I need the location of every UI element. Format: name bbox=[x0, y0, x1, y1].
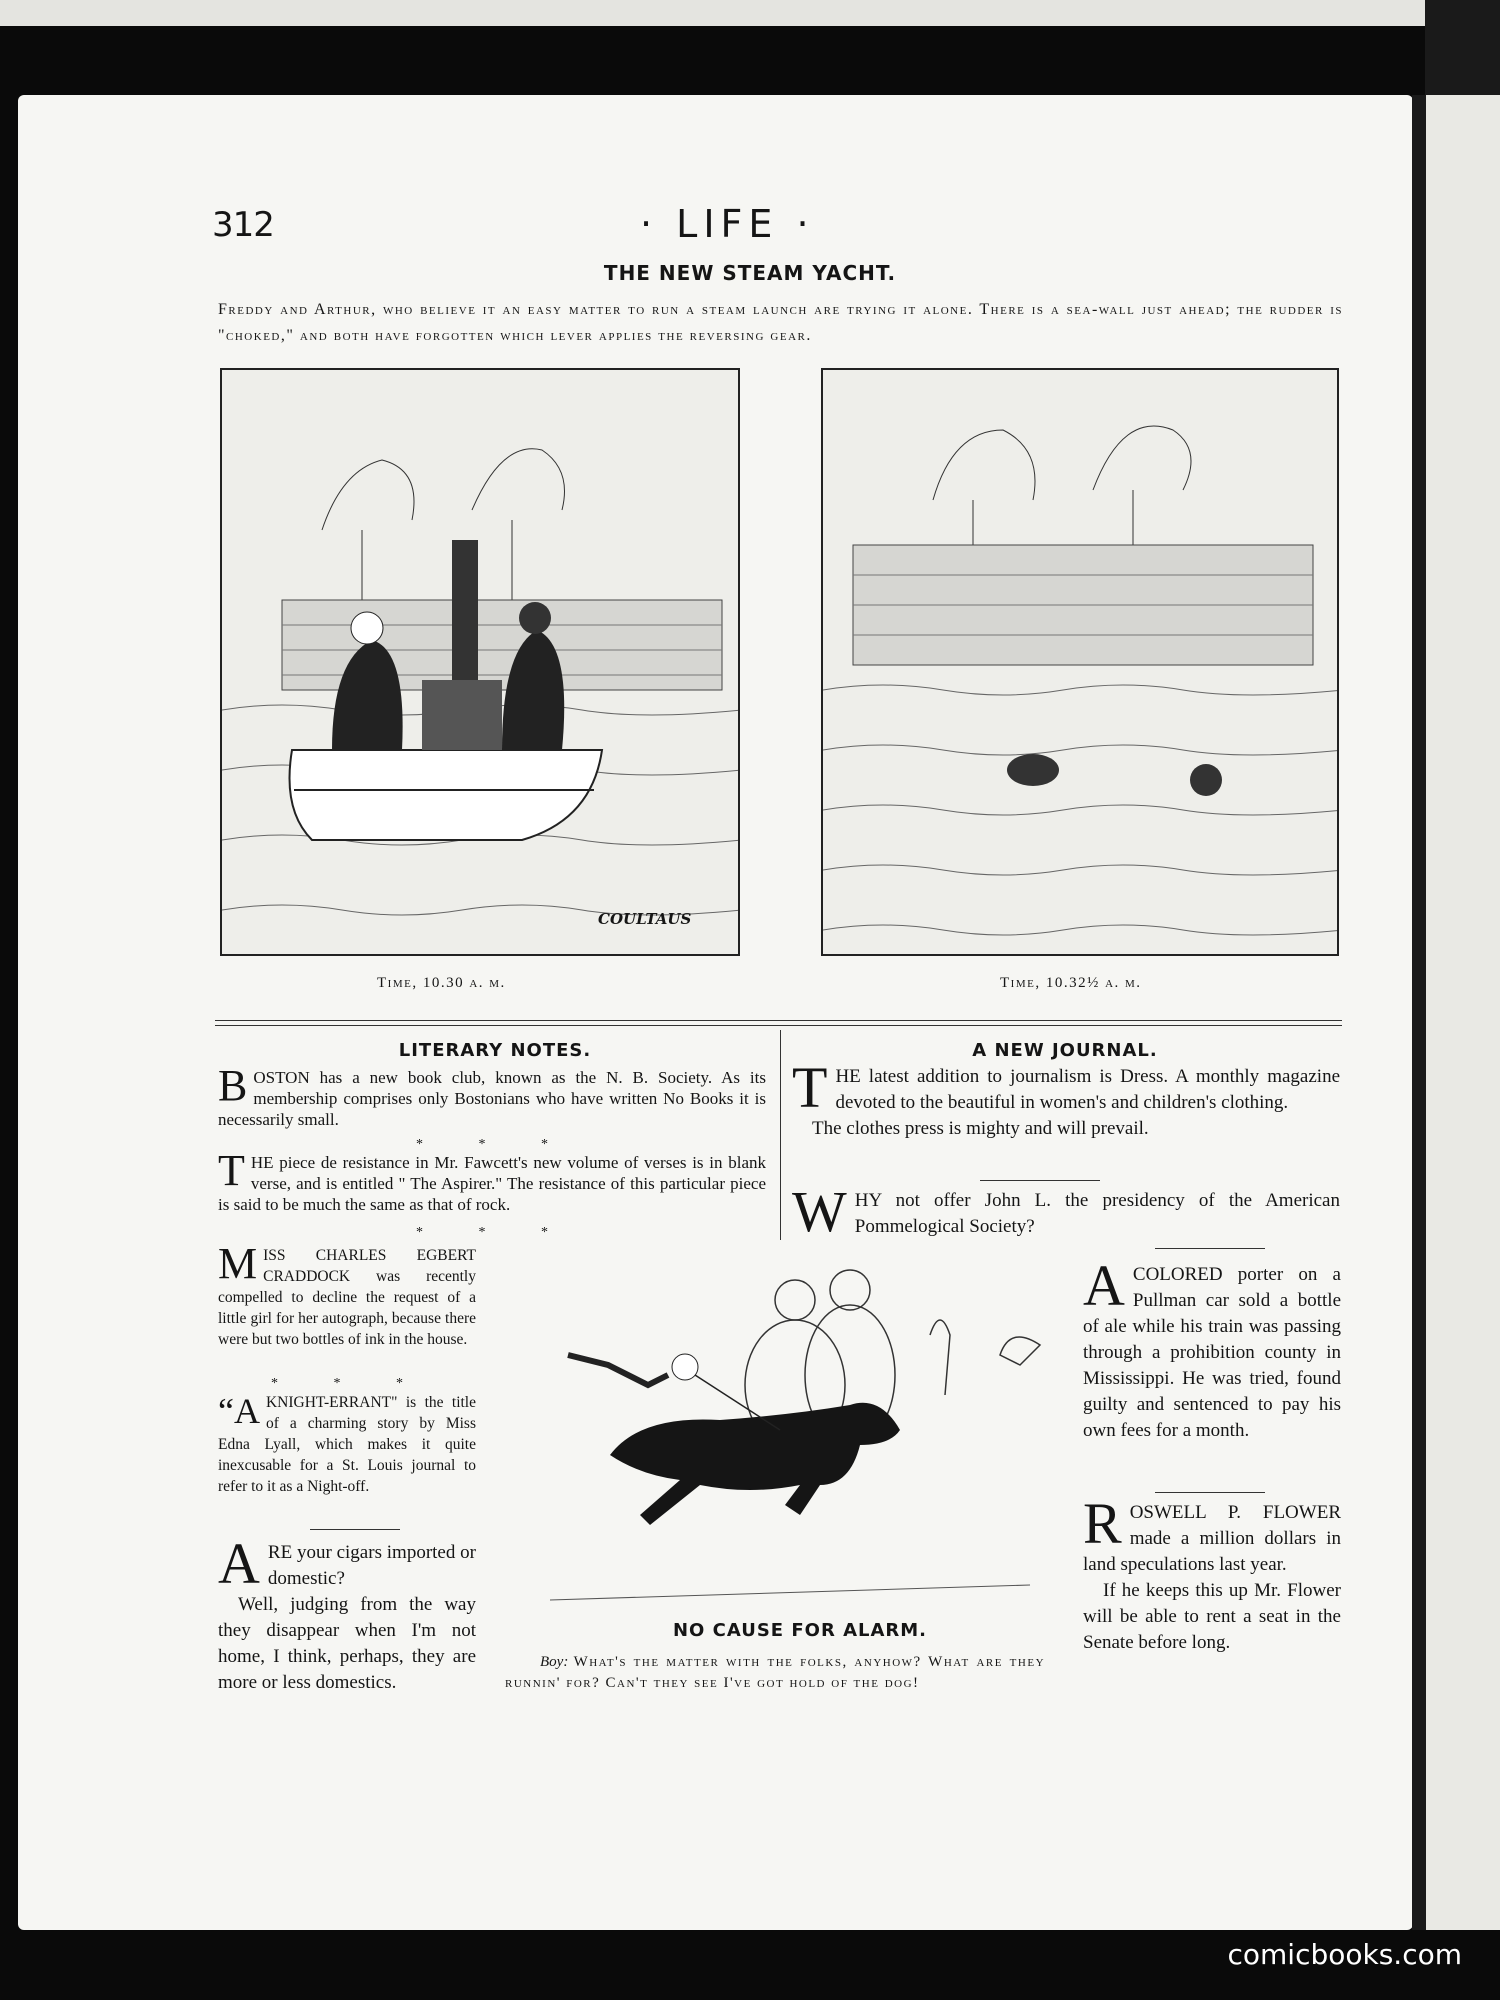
masthead: · LIFE · bbox=[640, 202, 815, 246]
no-cause-for-alarm-caption: Boy: What's the matter with the folks, anyhow? What are they runnin' for? Can't they see I've got hold of the dog! bbox=[505, 1654, 1046, 1691]
short-rule bbox=[1155, 1492, 1265, 1493]
watermark: comicbooks.com bbox=[1227, 1938, 1462, 1971]
column-rule bbox=[780, 1030, 781, 1240]
scan-background bbox=[1425, 0, 1500, 110]
yacht-title: THE NEW STEAM YACHT. bbox=[603, 261, 897, 285]
new-journal-text: T HE latest addition to journalism is Dress. A monthly magazine devoted to the beautiful in women's and children's clothing. The clothes press is mighty and will prevail. bbox=[792, 1055, 1340, 1139]
roswell-flower-note: R OSWELL P. FLOWER made a million dollars in land speculations last year. If he keeps this up Mr. Flower will be able to rent a seat in the Senate before long. bbox=[1083, 1491, 1341, 1653]
yacht-panel-1-time: Time, 10.30 a. m. bbox=[377, 975, 506, 991]
yacht-panel-2-illustration bbox=[821, 368, 1339, 956]
dropcap: W bbox=[792, 1179, 847, 1244]
speaker-label: Boy: bbox=[540, 1654, 569, 1670]
cigars-joke: A RE your cigars imported or domestic? Well, judging from the way they disappear when I'm not home, I think, perhaps, they are more or less domestics. bbox=[218, 1531, 476, 1693]
dropcap: T bbox=[218, 1146, 245, 1195]
yacht-panel-2-time: Time, 10.32½ a. m. bbox=[1000, 975, 1142, 991]
section-stars: * * * bbox=[416, 1225, 574, 1240]
new-journal-heading: A NEW JOURNAL. bbox=[972, 1040, 1158, 1061]
short-rule bbox=[1155, 1248, 1265, 1249]
no-cause-for-alarm-heading: NO CAUSE FOR ALARM. bbox=[672, 1620, 928, 1641]
dropcap: A bbox=[218, 1531, 260, 1596]
dog-cartoon-illustration bbox=[550, 1255, 1050, 1605]
literary-notes-heading: LITERARY NOTES. bbox=[398, 1040, 592, 1061]
dropcap: M bbox=[218, 1239, 258, 1288]
next-page-edge bbox=[1412, 95, 1500, 1930]
dropcap: T bbox=[792, 1055, 828, 1120]
previous-page-edge bbox=[0, 0, 1500, 26]
dropcap: A bbox=[1083, 1253, 1125, 1318]
dropcap: “A bbox=[218, 1391, 260, 1431]
short-rule bbox=[980, 1180, 1100, 1181]
dropcap: B bbox=[218, 1061, 248, 1110]
why-joke: W HY not offer John L. the presidency of the American Pommelogical Society? bbox=[792, 1179, 1340, 1244]
page-number: 312 bbox=[212, 205, 274, 245]
boston-note: B OSTON has a new book club, known as the N. B. Society. As its membership comprises only Bostonians who have written No Books it is necessarily small. bbox=[218, 1061, 766, 1129]
pullman-porter-note: A COLORED porter on a Pullman car sold a bottle of ale while his train was passing through a prohibition county in Mississippi. He was tried, found guilty and sentenced to pay his own fees for a month. bbox=[1083, 1253, 1341, 1441]
fawcett-note: T HE piece de resistance in Mr. Fawcett's new volume of verses is in blank verse, and is entitled " The Aspirer." The resistance of this particular piece is said to be much the same as that of rock. bbox=[218, 1146, 766, 1214]
section-divider bbox=[215, 1025, 1342, 1026]
craddock-note: M ISS CHARLES EGBERT CRADDOCK was recently compelled to decline the request of a little girl for her autograph, because there were but two bottles of ink in the house. bbox=[218, 1239, 476, 1348]
yacht-caption: Freddy and Arthur, who believe it an easy matter to run a steam launch are trying it alone. There is a sea-wall just ahead; the rudder is "choked," and both have forgotten which lever applies the reversing gear. bbox=[218, 301, 1343, 344]
artist-signature: COULTAUS bbox=[598, 910, 692, 928]
knight-errant-note: “A KNIGHT-ERRANT" is the title of a charming story by Miss Edna Lyall, which makes it quite inexcusable for a St. Louis journal to refer to it as a Night-off. bbox=[218, 1391, 476, 1495]
short-rule bbox=[310, 1529, 400, 1530]
dropcap: R bbox=[1083, 1491, 1122, 1556]
section-stars: * * * bbox=[271, 1376, 429, 1391]
section-divider bbox=[215, 1020, 1342, 1021]
section-stars: * * * bbox=[416, 1137, 574, 1152]
yacht-panel-1-illustration bbox=[220, 368, 740, 956]
